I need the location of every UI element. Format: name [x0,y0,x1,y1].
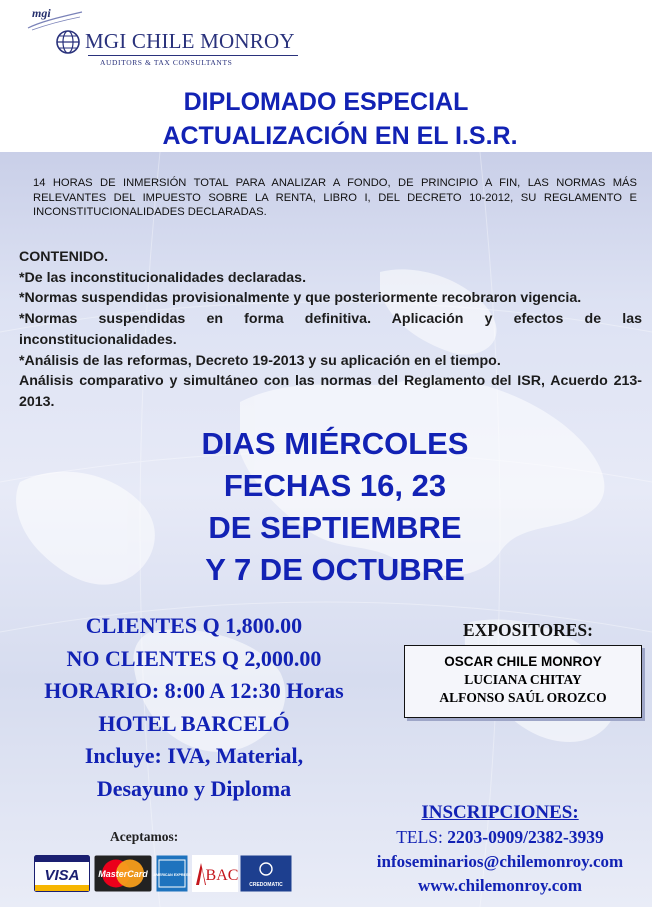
visa-card-icon [34,855,90,892]
expositor-name: OSCAR CHILE MONROY [444,654,602,669]
intro-paragraph: 14 HORAS DE INMERSIÓN TOTAL PARA ANALIZAR A FONDO, DE PRINCIPIO A FIN, LAS NORMAS MÁS RELEVANTES DEL IMPUESTO SOBRE LA RENTA, LIBRO I, DEL DECRETO 10-2012, SU REGLAMENTO E INCONSTITUCIONALIDADES DECLARADAS. [33,177,637,219]
amex-card-text: AMERICAN EXPRESS [153,873,191,877]
credomatic-logo-text: CREDOMATIC [249,882,283,888]
main-title-line-2: ACTUALIZACIÓN EN EL I.S.R. [162,122,518,150]
expositor-name: ALFONSO SAÚL OROZCO [439,690,607,705]
content-item: *De las inconstitucionalidades declaradas. [19,269,307,286]
website-link[interactable]: www.chilemonroy.com [417,876,582,895]
logo-company-name: MGI CHILE MONROY [85,29,295,53]
expositores-box [404,645,642,718]
content-item: *Normas suspendidas en forma definitiva. Aplicación y efectos de las inconstitucionalidades. [19,311,642,348]
visa-card-text: VISA [44,867,80,884]
phone-label: TELS: [396,827,443,847]
includes-line-1: Incluye: IVA, Material, [84,743,304,768]
logo-divider [88,55,298,56]
expositores-heading: EXPOSITORES: [463,620,593,640]
main-title-line-1: DIPLOMADO ESPECIAL [183,88,469,116]
company-logo [8,4,308,70]
dates-line-month: DE SEPTIEMBRE [208,510,462,545]
bac-logo-icon [192,855,238,892]
schedule-horario: HORARIO: 8:00 A 12:30 Horas [44,678,344,703]
credomatic-logo-icon [240,855,292,892]
content-heading: CONTENIDO. [19,249,109,265]
content-item: *Normas suspendidas provisionalmente y que posteriormente recobraron vigencia. [19,290,582,307]
dates-line-october: Y 7 DE OCTUBRE [205,552,465,587]
globe-icon [55,29,81,55]
phone-numbers: 2203-0909/2382-3939 [442,827,604,847]
inscripciones-block [360,801,640,898]
content-section [19,247,642,413]
phone-line [360,825,640,850]
prices-block [0,610,388,805]
dates-line-fechas: FECHAS 16, 23 [223,468,447,503]
logo-mgi-small: mgi [32,6,51,20]
inscripciones-heading: INSCRIPCIONES: [421,802,579,823]
content-item: *Análisis de las reformas, Decreto 19-2013 y su aplicación en el tiempo. [19,352,501,369]
logo-subtitle: AUDITORS & TAX CONSULTANTS [100,58,233,67]
amex-card-icon [153,855,191,892]
expositor-name: LUCIANA CHITAY [464,672,582,687]
dates-line-days: DIAS MIÉRCOLES [201,426,469,461]
venue-hotel: HOTEL BARCELÓ [98,710,290,736]
price-clientes: CLIENTES Q 1,800.00 [85,613,303,638]
includes-line-2: Desayuno y Diploma [96,775,292,801]
dates-block [150,423,520,591]
bac-logo-text: BAC [205,867,239,884]
payment-label: Aceptamos: [110,829,179,844]
mastercard-icon [94,855,152,892]
price-no-clientes: NO CLIENTES Q 2,000.00 [66,645,322,671]
content-item: Análisis comparativo y simultáneo con las normas del Reglamento del ISR, Acuerdo 213-2013. [19,373,642,410]
mastercard-text: MasterCard [98,869,148,879]
contact-email-link[interactable]: infoseminarios@chilemonroy.com [376,852,624,871]
